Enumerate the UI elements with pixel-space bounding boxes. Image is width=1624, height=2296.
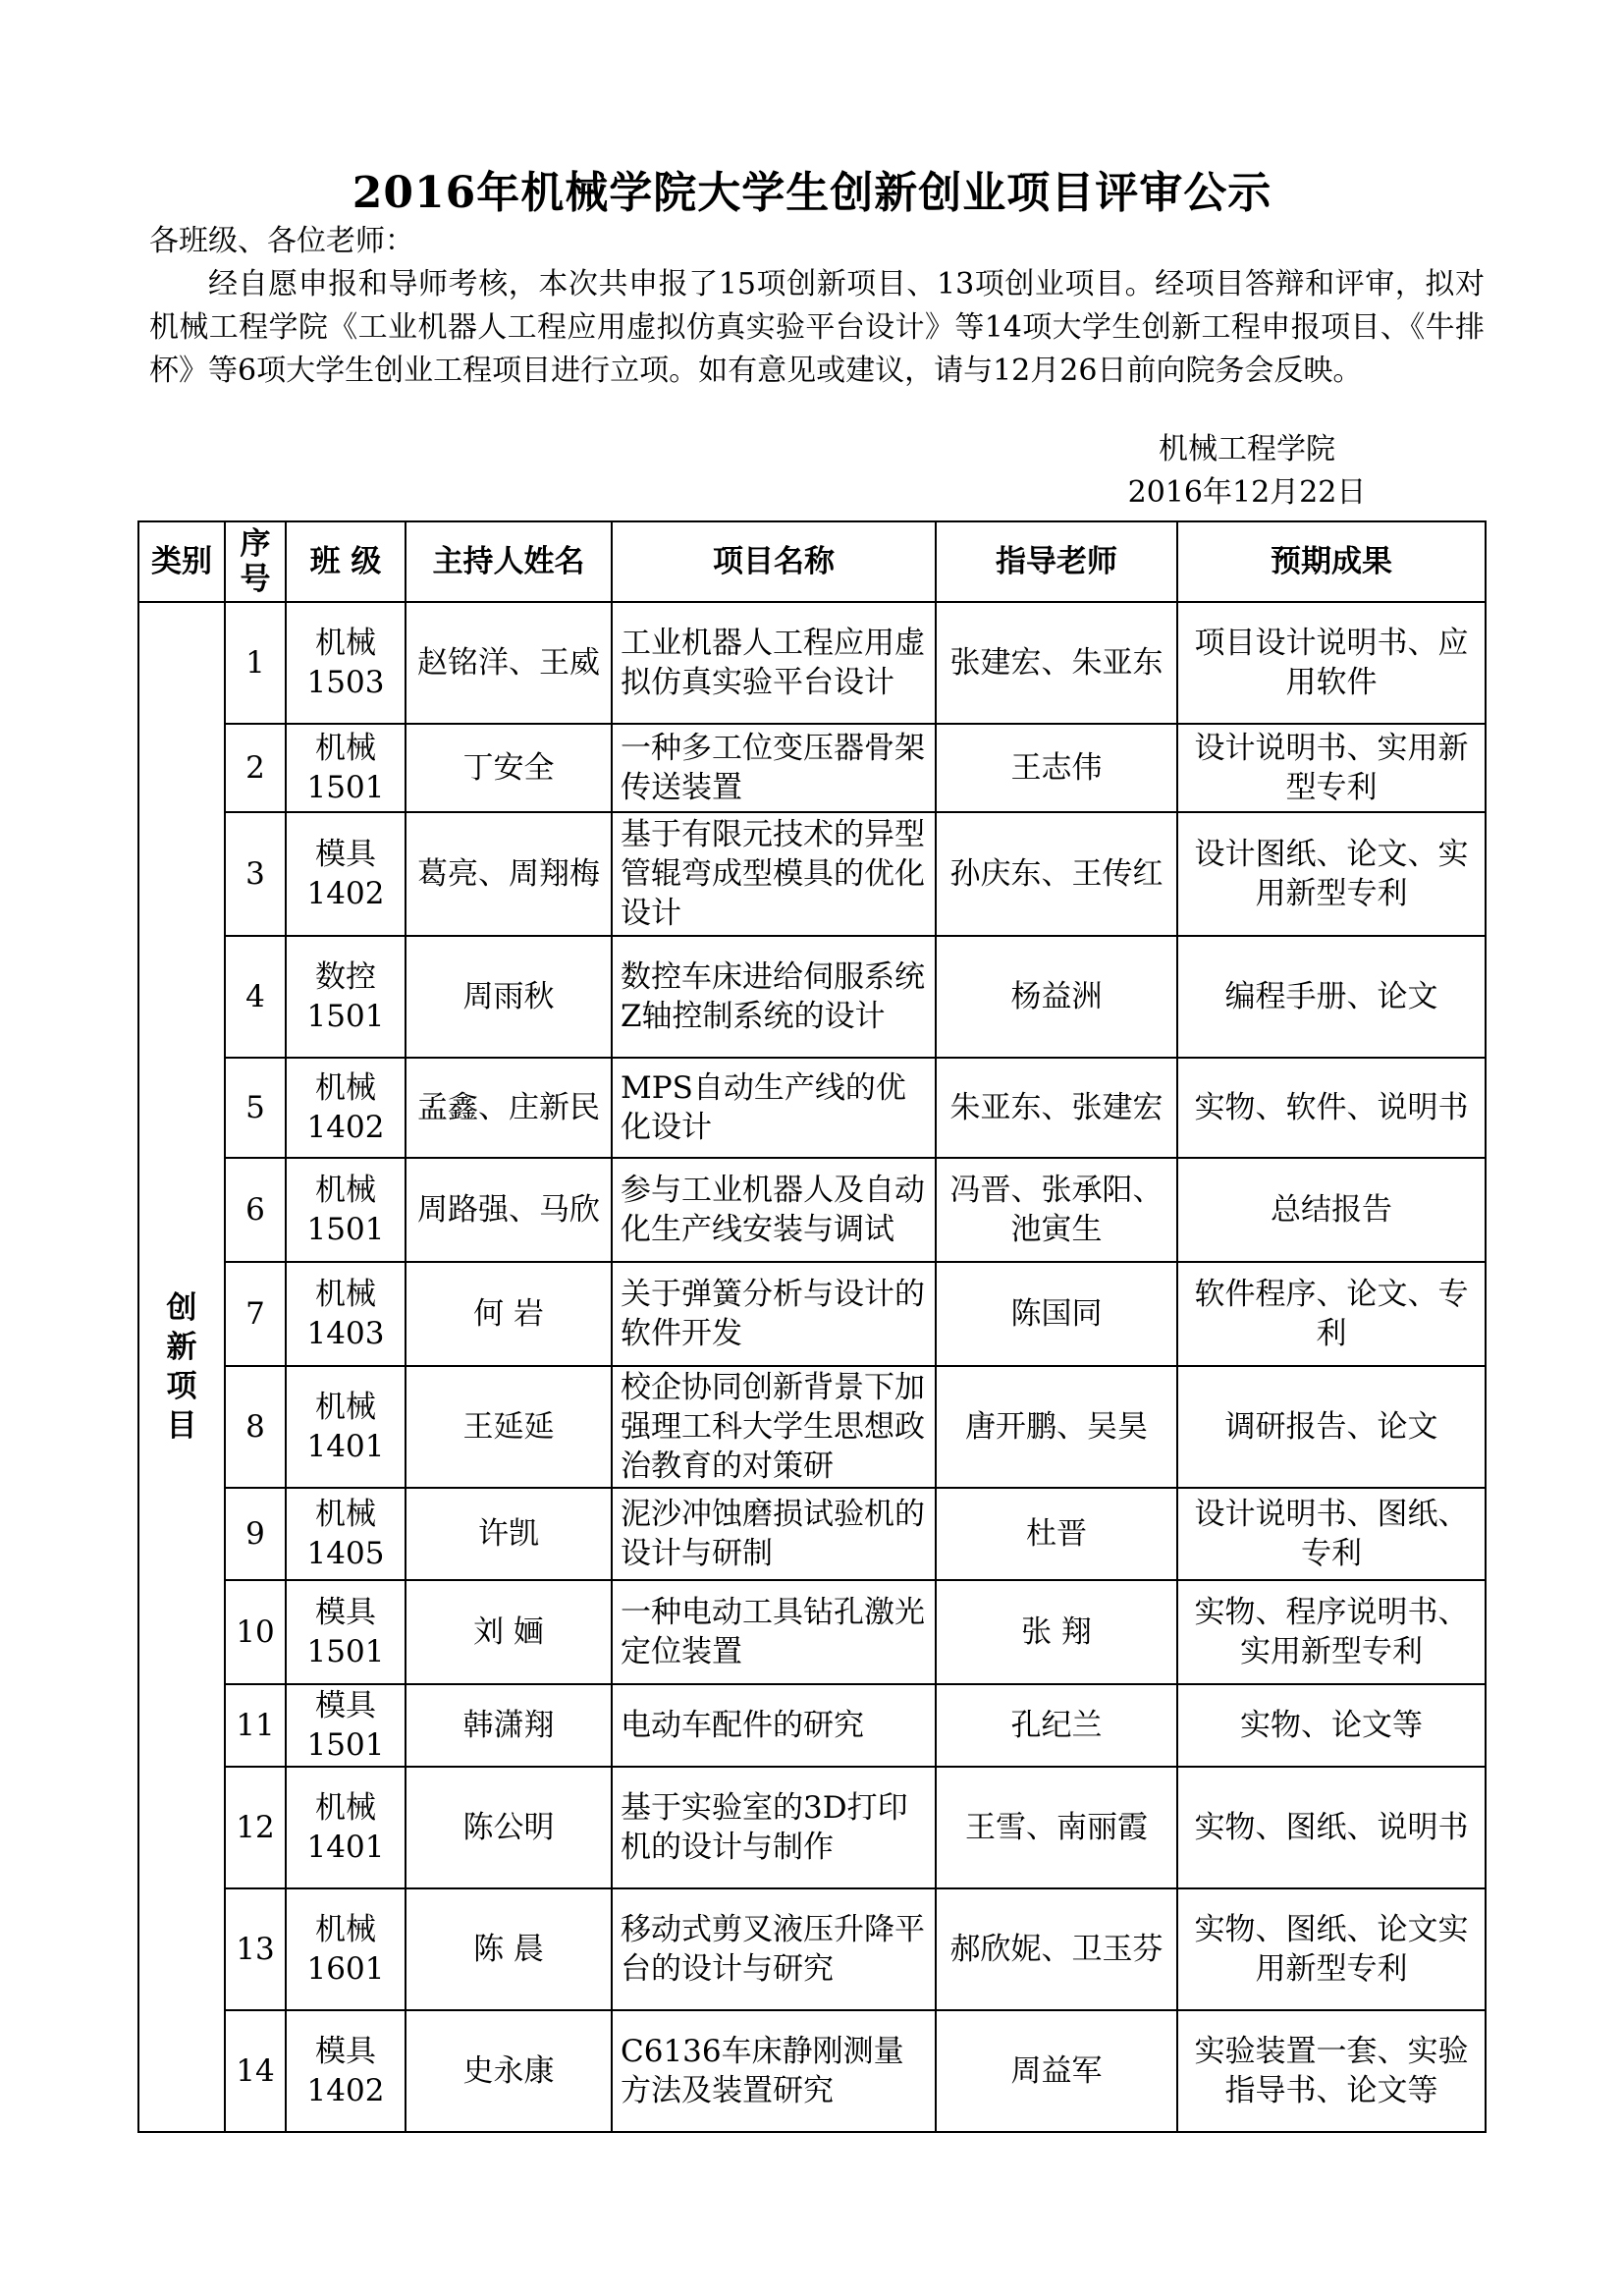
outcome-cell-text: 实物、程序说明书、实用新型专利 <box>1194 1595 1469 1669</box>
header-class: 班 级 <box>286 521 406 602</box>
index-cell-text: 11 <box>236 1708 275 1743</box>
project-name-cell-text: MPS自动生产线的优化设计 <box>621 1070 906 1145</box>
class-cell-text: 模具1402 <box>306 837 385 911</box>
table-row <box>138 936 1486 1058</box>
outcome-cell-text: 实物、图纸、说明书 <box>1194 1810 1469 1845</box>
project-name-cell-text: C6136车床静刚测量方法及装置研究 <box>621 2034 904 2108</box>
project-name-cell <box>612 724 936 812</box>
project-name-cell <box>612 1767 936 1888</box>
project-name-cell <box>612 1262 936 1366</box>
index-cell <box>225 1888 286 2010</box>
class-cell <box>286 1058 406 1158</box>
advisor-cell-text: 王志伟 <box>1010 750 1103 786</box>
index-cell-text: 7 <box>245 1296 265 1332</box>
outcome-cell-text: 软件程序、论文、专利 <box>1194 1277 1469 1351</box>
class-cell <box>286 724 406 812</box>
advisor-cell-text: 孙庆东、王传红 <box>949 856 1164 892</box>
class-cell <box>286 1366 406 1488</box>
leader-cell <box>406 602 612 724</box>
leader-cell <box>406 1580 612 1684</box>
class-cell-text: 模具1501 <box>306 1688 385 1763</box>
table-row <box>138 2010 1486 2132</box>
class-cell-text: 模具1402 <box>306 2034 385 2108</box>
class-cell <box>286 1488 406 1580</box>
outcome-cell <box>1177 1767 1486 1888</box>
index-cell <box>225 724 286 812</box>
index-cell-text: 8 <box>245 1409 265 1445</box>
project-name-cell <box>612 812 936 936</box>
project-name-cell-text: 一种电动工具钻孔激光定位装置 <box>621 1595 925 1669</box>
advisor-cell <box>936 1366 1177 1488</box>
project-name-cell-text: 基于有限元技术的异型管辊弯成型模具的优化设计 <box>621 817 925 931</box>
table-row <box>138 1058 1486 1158</box>
table-row <box>138 1580 1486 1684</box>
outcome-cell <box>1177 936 1486 1058</box>
index-cell <box>225 1262 286 1366</box>
outcome-cell <box>1177 724 1486 812</box>
index-cell-text: 2 <box>245 750 265 786</box>
table-row <box>138 812 1486 936</box>
leader-cell <box>406 1488 612 1580</box>
category-cell: 创新项目 <box>138 602 225 2132</box>
advisor-cell-text: 张建宏、朱亚东 <box>949 645 1164 681</box>
advisor-cell <box>936 724 1177 812</box>
class-cell <box>286 2010 406 2132</box>
project-name-cell <box>612 1488 936 1580</box>
advisor-cell <box>936 1767 1177 1888</box>
leader-cell-text: 许凯 <box>478 1516 539 1552</box>
table-row <box>138 1488 1486 1580</box>
index-cell-text: 1 <box>245 645 265 681</box>
table-row <box>138 602 1486 724</box>
index-cell <box>225 1684 286 1767</box>
advisor-cell <box>936 812 1177 936</box>
salutation: 各班级、各位老师： <box>149 224 414 258</box>
advisor-cell-text: 郝欣妮、卫玉芬 <box>949 1932 1164 1967</box>
signature-org: 机械工程学院 <box>1159 432 1335 466</box>
table-row <box>138 1366 1486 1488</box>
index-cell <box>225 602 286 724</box>
index-cell-text: 12 <box>236 1810 275 1845</box>
index-cell-text: 5 <box>245 1090 265 1125</box>
project-name-cell <box>612 1058 936 1158</box>
index-cell-text: 14 <box>236 2053 275 2089</box>
advisor-cell <box>936 602 1177 724</box>
advisor-cell <box>936 1888 1177 2010</box>
project-name-cell-text: 基于实验室的3D打印机的设计与制作 <box>621 1790 908 1865</box>
outcome-cell <box>1177 1158 1486 1262</box>
index-cell <box>225 936 286 1058</box>
project-name-cell <box>612 2010 936 2132</box>
class-cell <box>286 1767 406 1888</box>
leader-cell <box>406 1058 612 1158</box>
class-cell-text: 机械1503 <box>306 626 385 700</box>
class-cell <box>286 602 406 724</box>
outcome-cell <box>1177 1262 1486 1366</box>
advisor-cell <box>936 936 1177 1058</box>
advisor-cell-text: 杜晋 <box>1026 1516 1087 1552</box>
class-cell <box>286 812 406 936</box>
outcome-cell <box>1177 1684 1486 1767</box>
outcome-cell-text: 实物、论文等 <box>1240 1708 1423 1743</box>
project-name-cell <box>612 602 936 724</box>
project-name-cell <box>612 1366 936 1488</box>
leader-cell <box>406 1158 612 1262</box>
outcome-cell-text: 设计图纸、论文、实用新型专利 <box>1194 837 1469 911</box>
leader-cell-text: 丁安全 <box>462 750 555 786</box>
project-name-cell-text: 参与工业机器人及自动化生产线安装与调试 <box>621 1173 925 1247</box>
project-name-cell-text: 关于弹簧分析与设计的软件开发 <box>621 1277 925 1351</box>
index-cell <box>225 1158 286 1262</box>
advisor-cell-text: 孔纪兰 <box>1010 1708 1103 1743</box>
class-cell-text: 模具1501 <box>306 1595 385 1669</box>
class-cell-text: 机械1403 <box>306 1277 385 1351</box>
project-name-cell <box>612 1684 936 1767</box>
project-name-cell-text: 校企协同创新背景下加强理工科大学生思想政治教育的对策研 <box>621 1370 925 1484</box>
leader-cell <box>406 1767 612 1888</box>
table-row <box>138 1767 1486 1888</box>
index-cell-text: 4 <box>245 979 265 1014</box>
notice-body: 经自愿申报和导师考核，本次共申报了15项创新项目、13项创业项目。经项目答辩和评审，拟对机械工程学院《工业机器人工程应用虚拟仿真实验平台设计》等14项大学生创新工程申报项目、《牛排杯》等6项大学生创业工程项目进行立项。如有意见或建议，请与12月26日前向院务会反映。 <box>149 267 1485 388</box>
signature-date: 2016年12月22日 <box>1127 475 1367 510</box>
leader-cell-text: 赵铭洋、王威 <box>417 645 600 681</box>
class-cell <box>286 1262 406 1366</box>
index-cell <box>225 2010 286 2132</box>
advisor-cell <box>936 2010 1177 2132</box>
class-cell <box>286 1888 406 2010</box>
leader-cell-text: 刘 婳 <box>473 1614 544 1650</box>
class-cell-text: 机械1402 <box>306 1070 385 1145</box>
class-cell-text: 数控1501 <box>306 959 385 1034</box>
page-title: 2016年机械学院大学生创新创业项目评审公示 <box>352 168 1272 218</box>
class-cell-text: 机械1401 <box>306 1390 385 1464</box>
leader-cell <box>406 1366 612 1488</box>
outcome-cell-text: 实验装置一套、实验指导书、论文等 <box>1194 2034 1469 2108</box>
leader-cell <box>406 1888 612 2010</box>
outcome-cell <box>1177 812 1486 936</box>
index-cell <box>225 1767 286 1888</box>
project-name-cell-text: 泥沙冲蚀磨损试验机的设计与研制 <box>621 1497 925 1571</box>
advisor-cell <box>936 1058 1177 1158</box>
leader-cell <box>406 1684 612 1767</box>
leader-cell-text: 陈公明 <box>462 1810 555 1845</box>
outcome-cell <box>1177 2010 1486 2132</box>
header-project: 项目名称 <box>612 521 936 602</box>
leader-cell-text: 周雨秋 <box>462 979 555 1014</box>
header-category: 类别 <box>138 521 225 602</box>
advisor-cell-text: 周益军 <box>1010 2053 1103 2089</box>
advisor-cell-text: 王雪、南丽霞 <box>965 1810 1148 1845</box>
advisor-cell-text: 陈国同 <box>1010 1296 1103 1332</box>
outcome-cell-text: 设计说明书、图纸、专利 <box>1194 1497 1469 1571</box>
leader-cell-text: 史永康 <box>462 2053 555 2089</box>
leader-cell <box>406 724 612 812</box>
header-index: 序号 <box>225 521 286 602</box>
table-row <box>138 1262 1486 1366</box>
table-row <box>138 1158 1486 1262</box>
table-body <box>138 602 1486 2132</box>
index-cell <box>225 812 286 936</box>
outcome-cell-text: 项目设计说明书、应用软件 <box>1194 626 1469 700</box>
leader-cell-text: 孟鑫、庄新民 <box>417 1090 600 1125</box>
outcome-cell-text: 总结报告 <box>1271 1192 1392 1228</box>
advisor-cell-text: 张 翔 <box>1021 1614 1092 1650</box>
leader-cell <box>406 936 612 1058</box>
advisor-cell <box>936 1580 1177 1684</box>
project-name-cell-text: 电动车配件的研究 <box>621 1708 864 1743</box>
index-cell <box>225 1580 286 1684</box>
outcome-cell <box>1177 1058 1486 1158</box>
class-cell-text: 机械1401 <box>306 1790 385 1865</box>
leader-cell <box>406 1262 612 1366</box>
class-cell <box>286 1684 406 1767</box>
advisor-cell <box>936 1158 1177 1262</box>
table-row <box>138 724 1486 812</box>
leader-cell-text: 王延延 <box>462 1409 555 1445</box>
index-cell-text: 10 <box>236 1614 275 1650</box>
table-header-row <box>138 521 1486 602</box>
leader-cell-text: 周路强、马欣 <box>417 1192 600 1228</box>
advisor-cell-text: 朱亚东、张建宏 <box>949 1090 1164 1125</box>
outcome-cell-text: 设计说明书、实用新型专利 <box>1194 731 1469 805</box>
leader-cell-text: 何 岩 <box>473 1296 544 1332</box>
class-cell-text: 机械1601 <box>306 1912 385 1987</box>
advisor-cell <box>936 1262 1177 1366</box>
class-cell-text: 机械1405 <box>306 1497 385 1571</box>
header-advisor: 指导老师 <box>936 521 1177 602</box>
index-cell <box>225 1058 286 1158</box>
project-name-cell <box>612 1580 936 1684</box>
index-cell-text: 13 <box>236 1932 275 1967</box>
header-leader: 主持人姓名 <box>406 521 612 602</box>
project-table <box>137 520 1487 2133</box>
outcome-cell-text: 实物、图纸、论文实用新型专利 <box>1194 1912 1469 1987</box>
outcome-cell-text: 编程手册、论文 <box>1224 979 1438 1014</box>
advisor-cell <box>936 1684 1177 1767</box>
project-name-cell-text: 数控车床进给伺服系统Z轴控制系统的设计 <box>621 959 925 1034</box>
index-cell <box>225 1366 286 1488</box>
project-name-cell-text: 一种多工位变压器骨架传送装置 <box>621 731 925 805</box>
leader-cell-text: 葛亮、周翔梅 <box>417 856 600 892</box>
header-outcome: 预期成果 <box>1177 521 1486 602</box>
leader-cell-text: 韩潇翔 <box>462 1708 555 1743</box>
table-row <box>138 1888 1486 2010</box>
outcome-cell <box>1177 1488 1486 1580</box>
class-cell <box>286 1580 406 1684</box>
index-cell-text: 3 <box>245 856 265 892</box>
outcome-cell <box>1177 602 1486 724</box>
leader-cell <box>406 2010 612 2132</box>
class-cell <box>286 936 406 1058</box>
advisor-cell <box>936 1488 1177 1580</box>
advisor-cell-text: 杨益洲 <box>1010 979 1103 1014</box>
outcome-cell <box>1177 1580 1486 1684</box>
project-name-cell <box>612 936 936 1058</box>
advisor-cell-text: 唐开鹏、吴昊 <box>965 1409 1148 1445</box>
table-row <box>138 1684 1486 1767</box>
outcome-cell <box>1177 1366 1486 1488</box>
project-name-cell-text: 移动式剪叉液压升降平台的设计与研究 <box>621 1912 925 1987</box>
outcome-cell <box>1177 1888 1486 2010</box>
project-name-cell <box>612 1158 936 1262</box>
project-name-cell <box>612 1888 936 2010</box>
index-cell-text: 6 <box>245 1192 265 1228</box>
index-cell-text: 9 <box>245 1516 265 1552</box>
project-name-cell-text: 工业机器人工程应用虚拟仿真实验平台设计 <box>621 626 925 700</box>
class-cell <box>286 1158 406 1262</box>
leader-cell-text: 陈 晨 <box>473 1932 544 1967</box>
index-cell <box>225 1488 286 1580</box>
outcome-cell-text: 调研报告、论文 <box>1224 1409 1438 1445</box>
outcome-cell-text: 实物、软件、说明书 <box>1194 1090 1469 1125</box>
advisor-cell-text: 冯晋、张承阳、池寅生 <box>949 1173 1164 1247</box>
class-cell-text: 机械1501 <box>306 1173 385 1247</box>
class-cell-text: 机械1501 <box>306 731 385 805</box>
leader-cell <box>406 812 612 936</box>
